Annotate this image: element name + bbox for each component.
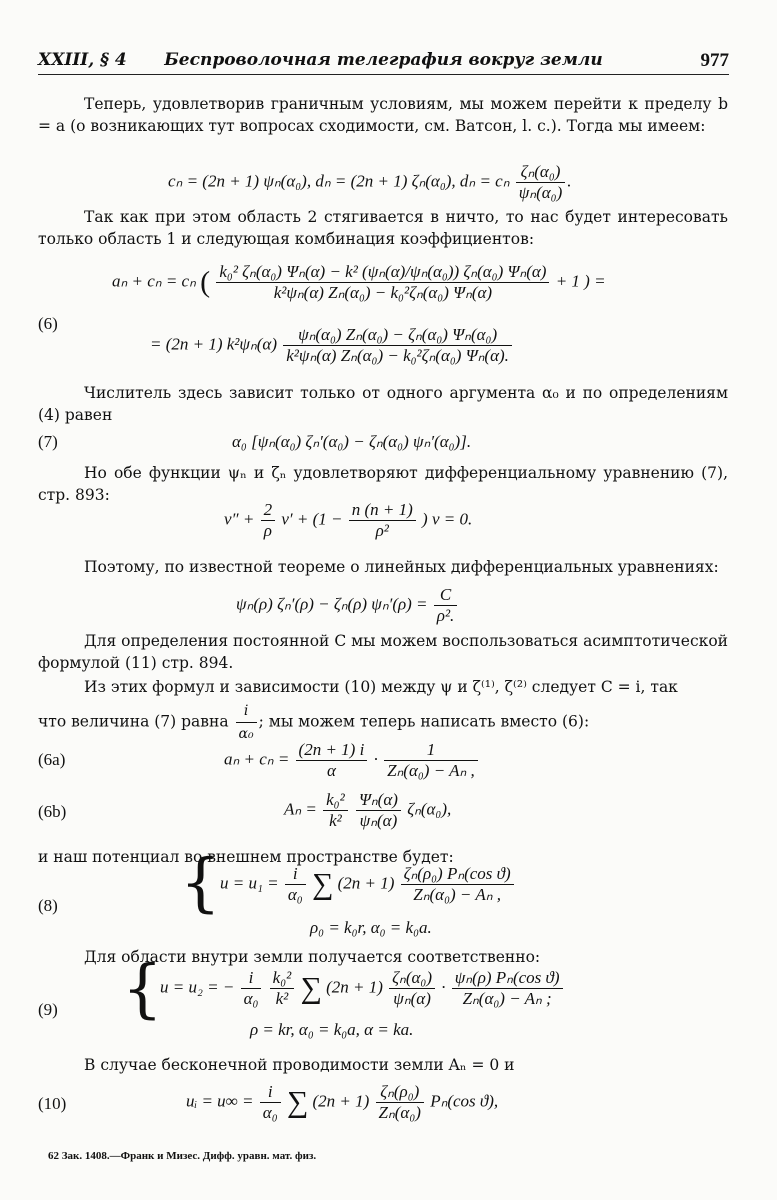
numerator: ζₙ(ρ₀) Pₙ(cos ϑ) — [401, 864, 514, 885]
brace: { — [180, 846, 221, 920]
term: u = u₂ = − — [160, 977, 235, 997]
fraction — [216, 262, 549, 303]
equation-lhs: aₙ + cₙ = cₙ — [112, 271, 196, 291]
paren: ( — [200, 265, 211, 299]
denominator: Zₙ(α₀) − Aₙ , — [387, 761, 475, 780]
numerator: i — [241, 968, 262, 989]
numerator: i — [236, 700, 257, 723]
fraction — [384, 740, 478, 781]
brace: { — [122, 952, 163, 1026]
fraction — [452, 968, 563, 1009]
paragraph: Так как при этом область 2 стягивается в ничто, то нас будет интересовать только область 1 и следующая комбинация коэффициентов: — [38, 208, 728, 248]
equation-9: u = u₂ = − $\frac{i}{\text{α₀}}$ $\frac{\text{k₀²}}{\text{k²}}$ ∑ (2n + 1) $\frac{\text{ζₙ(α₀)}}{\text{ψₙ(α)}}$ · $\frac{\text{ψₙ(ρ) Pₙ(cos ϑ)}}{\text{Zₙ(α₀) − Aₙ ;}}$ — [160, 968, 565, 1009]
numerator: (2n + 1) i — [296, 740, 368, 761]
fraction — [356, 790, 401, 831]
equation-6-line2 — [150, 325, 514, 366]
fraction — [376, 1082, 424, 1123]
paragraph: Теперь, удовлетворив граничным условиям, мы можем перейти к пределу b = a (о возникающих тут вопросах сходимости, см. Ватсон, l. c.). Тогда мы имеем: — [38, 95, 728, 135]
term: v″ + — [224, 509, 255, 529]
denominator: ρ — [263, 521, 272, 540]
denominator: ρ². — [436, 606, 455, 625]
term: ψₙ(ρ) ζₙ′(ρ) − ζₙ(ρ) ψₙ′(ρ) = — [236, 594, 428, 614]
paragraph: В случае бесконечной проводимости земли Aₙ = 0 и — [84, 1056, 515, 1074]
term: u = u₁ = — [220, 873, 279, 893]
fraction — [401, 864, 514, 905]
denominator: Zₙ(α₀) − Aₙ ; — [462, 989, 552, 1008]
denominator: ψₙ(α₀) — [518, 183, 563, 202]
equation-9-conditions: ρ = kr, α₀ = k₀a, α = ka. — [250, 1020, 414, 1039]
term: (2n + 1) — [326, 977, 383, 997]
equation-8 — [220, 864, 516, 905]
equation-number: (6) — [38, 314, 58, 333]
term: Aₙ = — [284, 799, 317, 819]
fraction — [261, 500, 276, 541]
fraction — [236, 700, 257, 745]
numerator: i — [285, 864, 306, 885]
denominator: α₀ — [262, 1103, 278, 1122]
term: (2n + 1) — [312, 1091, 370, 1111]
running-header — [38, 50, 729, 75]
numerator: k₀² ζₙ(α₀) Ψₙ(α) − k² (ψₙ(α)/ψₙ(α₀)) ζₙ(α₀) Ψₙ(α) — [216, 262, 549, 283]
equation-6b — [284, 790, 451, 831]
page-number: 977 — [700, 50, 729, 71]
term: ζₙ(α₀), — [407, 799, 452, 819]
numerator: ψₙ(ρ) Pₙ(cos ϑ) — [452, 968, 563, 989]
equation-text: cₙ = (2n + 1) ψₙ(α₀), dₙ = (2n + 1) ζₙ(α₀), dₙ = cₙ — [168, 171, 510, 191]
numerator: ζₙ(α₀) — [389, 968, 435, 989]
equation-10 — [186, 1082, 498, 1123]
equation-lhs: = (2n + 1) k²ψₙ(α) — [150, 334, 277, 354]
paragraph-line — [38, 700, 728, 745]
numerator: n (n + 1) — [349, 500, 416, 521]
footer-imprint: 62 Зак. 1408.—Франк и Мизес. Дифф. уравн. мат. физ. — [48, 1150, 317, 1162]
fraction — [389, 968, 435, 1009]
equation-number: (7) — [38, 432, 58, 451]
numerator: ψₙ(α₀) Zₙ(α₀) − ζₙ(α₀) Ψₙ(α₀) — [283, 325, 512, 346]
fraction — [516, 162, 566, 203]
fraction — [323, 790, 348, 831]
denominator: ψₙ(α) — [359, 811, 398, 830]
paragraph: Числитель здесь зависит только от одного аргумента α₀ и по определениям (4) равен — [38, 384, 728, 424]
numerator: k₀² — [323, 790, 348, 811]
fraction — [260, 1082, 281, 1123]
term: uᵢ = u∞ = — [186, 1091, 254, 1111]
denominator: Zₙ(α₀) − Aₙ , — [413, 885, 502, 904]
numerator: ζₙ(α₀) — [516, 162, 566, 183]
text: что величина (7) равна — [38, 712, 229, 731]
equation-8-conditions: ρ₀ = k₀r, α₀ = k₀a. — [310, 918, 432, 937]
numerator: 1 — [384, 740, 478, 761]
running-title: Беспроволочная телеграфия вокруг земли — [164, 50, 603, 70]
numerator: C — [434, 585, 458, 606]
equation-number: (9) — [38, 1000, 58, 1019]
paragraph: Для определения постоянной C мы можем воспользоваться асимптотической формулой (11) стр. 894. — [38, 632, 728, 672]
paragraph: Для области внутри земли получается соответственно: — [84, 948, 541, 966]
wronskian-equation — [236, 585, 459, 626]
denominator: k² — [329, 811, 342, 830]
denominator: Zₙ(α₀) — [378, 1103, 421, 1122]
numerator: Ψₙ(α) — [356, 790, 401, 811]
equation-number: (6a) — [38, 750, 66, 769]
chapter-section: XXIII, § 4 — [38, 50, 127, 70]
fraction — [434, 585, 458, 626]
equation-6a: aₙ + cₙ = $\frac{(2n + 1) i}{\alpha}$ · $\frac{1}{\text{Zₙ(α₀) − Aₙ ,}}$ — [224, 740, 480, 781]
fraction — [349, 500, 416, 541]
equation-tail: + 1 ) = — [555, 271, 606, 291]
denominator: k²ψₙ(α) Zₙ(α₀) − k₀²ζₙ(α₀) Ψₙ(α). — [286, 346, 509, 365]
sum-sign: ∑ — [286, 1085, 309, 1119]
denominator: α₀ — [238, 726, 254, 742]
fraction — [283, 325, 512, 366]
denominator: ρ² — [375, 521, 389, 540]
numerator: k₀² — [270, 968, 295, 989]
numerator: i — [260, 1082, 281, 1103]
denominator: k²ψₙ(α) Zₙ(α₀) − k₀²ζₙ(α₀) Ψₙ(α) — [273, 283, 493, 302]
fraction — [296, 740, 368, 781]
denominator: ψₙ(α) — [393, 989, 431, 1008]
paragraph: Из этих формул и зависимости (10) между ψ и ζ⁽¹⁾, ζ⁽²⁾ следует C = i, так — [84, 678, 678, 696]
fraction — [270, 968, 295, 1009]
equation-number: (8) — [38, 896, 58, 915]
fraction — [241, 968, 262, 1009]
numerator: 2 — [261, 500, 276, 521]
sum-sign: ∑ — [311, 867, 334, 901]
denominator: α₀ — [243, 989, 259, 1008]
term: aₙ + cₙ = — [224, 749, 290, 769]
paragraph: Поэтому, по известной теореме о линейных дифференциальных уравнениях: — [84, 558, 719, 576]
equation-7: α₀ [ψₙ(α₀) ζₙ′(α₀) − ζₙ(α₀) ψₙ′(α₀)]. — [232, 432, 472, 451]
term: v′ + (1 − — [281, 509, 343, 529]
term: Pₙ(cos ϑ), — [430, 1091, 499, 1111]
sum-sign: ∑ — [300, 971, 322, 1005]
paragraph: и наш потенциал во внешнем пространстве будет: — [38, 848, 454, 866]
term: (2n + 1) — [337, 873, 395, 893]
fraction — [285, 864, 306, 905]
denominator: k² — [275, 989, 289, 1008]
paragraph: Но обе функции ψₙ и ζₙ удовлетворяют дифференциальному уравнению (7), стр. 893: — [38, 464, 728, 504]
denominator: α — [326, 761, 336, 780]
term: ) v = 0. — [422, 509, 473, 529]
equation-number: (10) — [38, 1094, 67, 1113]
coefficient-equations: cₙ = (2n + 1) ψₙ(α₀), dₙ = (2n + 1) ζₙ(α₀), dₙ = cₙ $\frac{\text{ζₙ(α₀)}}{\text{ψₙ(α₀)}}$ . — [168, 162, 572, 202]
differential-equation — [224, 500, 472, 541]
equation-6-line1 — [112, 262, 606, 303]
numerator: ζₙ(ρ₀) — [376, 1082, 424, 1103]
equation-number: (6b) — [38, 802, 67, 821]
denominator: α₀ — [287, 885, 303, 904]
text: ; мы можем теперь написать вместо (6): — [258, 712, 590, 731]
